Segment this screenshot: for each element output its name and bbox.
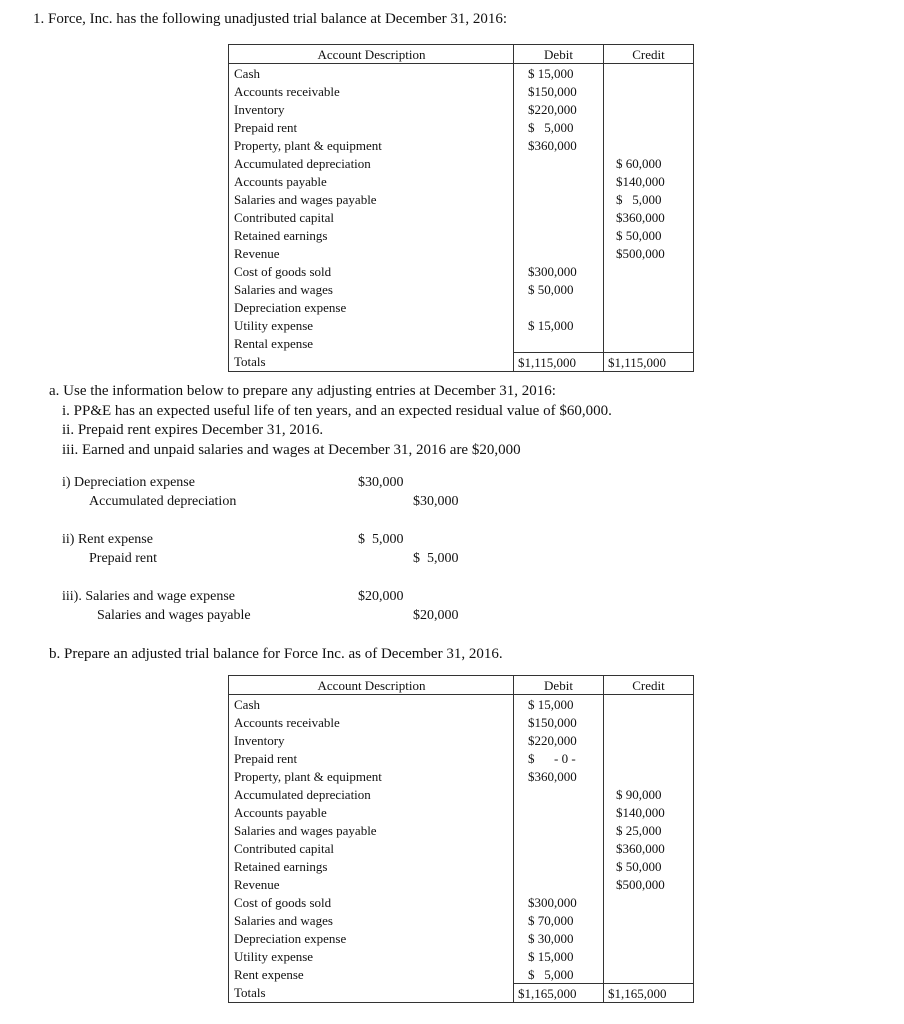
debit-cell	[514, 82, 604, 100]
totals-debit-amount: $1,165,000	[518, 985, 577, 1001]
debit-cell	[514, 316, 604, 334]
account-name: Cash	[229, 64, 514, 83]
credit-cell	[604, 857, 694, 875]
table-row	[229, 136, 694, 154]
account-name: Contributed capital	[229, 839, 514, 857]
account-name: Inventory	[229, 100, 514, 118]
table-row	[229, 821, 694, 839]
debit-cell	[514, 172, 604, 190]
account-name: Depreciation expense	[229, 929, 514, 947]
part-a-item-2: ii. Prepaid rent expires December 31, 2016.	[62, 422, 324, 438]
entry-3-credit-account: Salaries and wages payable	[97, 608, 251, 623]
credit-cell	[604, 767, 694, 785]
entry-1-debit-amount: $30,000	[358, 475, 404, 490]
totals-credit	[604, 353, 694, 372]
debit-cell	[514, 893, 604, 911]
totals-credit	[604, 984, 694, 1003]
debit-amount: $ - 0 -	[528, 750, 576, 766]
account-name: Depreciation expense	[229, 298, 514, 316]
debit-amount: $ 15,000	[528, 696, 574, 712]
credit-cell	[604, 64, 694, 83]
debit-cell	[514, 803, 604, 821]
account-name: Salaries and wages payable	[229, 190, 514, 208]
credit-cell	[604, 316, 694, 334]
credit-amount: $ 90,000	[616, 786, 662, 802]
account-name: Contributed capital	[229, 208, 514, 226]
credit-cell	[604, 713, 694, 731]
entry-1-credit-amount: $30,000	[413, 494, 459, 509]
debit-cell	[514, 154, 604, 172]
header-debit: Debit	[514, 676, 604, 695]
account-name: Cash	[229, 695, 514, 714]
entry-2-credit-account: Prepaid rent	[89, 551, 158, 566]
table-row	[229, 803, 694, 821]
table-row	[229, 947, 694, 965]
totals-label: Totals	[229, 353, 514, 372]
table-row	[229, 875, 694, 893]
credit-cell	[604, 947, 694, 965]
account-name: Cost of goods sold	[229, 893, 514, 911]
table-row	[229, 929, 694, 947]
debit-cell	[514, 857, 604, 875]
table-row	[229, 64, 694, 83]
debit-cell	[514, 334, 604, 353]
account-name: Salaries and wages	[229, 911, 514, 929]
credit-cell	[604, 875, 694, 893]
totals-row	[229, 984, 694, 1003]
part-a-prompt: a. Use the information below to prepare any adjusting entries at December 31, 2016:	[49, 383, 556, 399]
adjusted-trial-balance	[228, 675, 694, 1003]
account-name: Cost of goods sold	[229, 262, 514, 280]
credit-cell	[604, 100, 694, 118]
credit-cell	[604, 118, 694, 136]
table-row	[229, 316, 694, 334]
totals-debit-amount: $1,115,000	[518, 354, 577, 370]
credit-cell	[604, 298, 694, 316]
debit-amount: $360,000	[528, 137, 577, 153]
debit-amount: $ 30,000	[528, 930, 574, 946]
header-account-description: Account Description	[229, 45, 514, 64]
table-row	[229, 695, 694, 714]
table-row	[229, 226, 694, 244]
account-name: Retained earnings	[229, 226, 514, 244]
account-name: Revenue	[229, 875, 514, 893]
credit-cell	[604, 785, 694, 803]
table-row	[229, 118, 694, 136]
header-account-description: Account Description	[229, 676, 514, 695]
account-name: Salaries and wages	[229, 280, 514, 298]
debit-amount: $ 5,000	[528, 966, 574, 982]
account-name: Utility expense	[229, 316, 514, 334]
credit-cell	[604, 749, 694, 767]
table-row	[229, 334, 694, 353]
debit-cell	[514, 965, 604, 984]
account-name: Revenue	[229, 244, 514, 262]
totals-debit	[514, 984, 604, 1003]
credit-cell	[604, 965, 694, 984]
credit-cell	[604, 803, 694, 821]
table-row	[229, 857, 694, 875]
account-name: Accounts receivable	[229, 82, 514, 100]
account-name: Property, plant & equipment	[229, 767, 514, 785]
part-a-item-1: i. PP&E has an expected useful life of ten years, and an expected residual value of $60,000.	[62, 403, 612, 419]
debit-cell	[514, 749, 604, 767]
totals-credit-amount: $1,115,000	[608, 354, 667, 370]
entry-3-credit-amount: $20,000	[413, 608, 459, 623]
credit-amount: $ 50,000	[616, 858, 662, 874]
part-b-prompt: b. Prepare an adjusted trial balance for Force Inc. as of December 31, 2016.	[49, 646, 503, 662]
account-name: Salaries and wages payable	[229, 821, 514, 839]
debit-cell	[514, 64, 604, 83]
debit-amount: $ 50,000	[528, 281, 574, 297]
debit-cell	[514, 947, 604, 965]
header-credit: Credit	[604, 45, 694, 64]
debit-cell	[514, 911, 604, 929]
debit-amount: $ 70,000	[528, 912, 574, 928]
table-row	[229, 893, 694, 911]
credit-cell	[604, 839, 694, 857]
account-name: Rental expense	[229, 334, 514, 353]
debit-amount: $ 15,000	[528, 65, 574, 81]
account-name: Prepaid rent	[229, 118, 514, 136]
entry-1-debit-account: i) Depreciation expense	[62, 475, 195, 490]
entry-3-debit-amount: $20,000	[358, 589, 404, 604]
credit-cell	[604, 911, 694, 929]
credit-amount: $500,000	[616, 876, 665, 892]
debit-amount: $220,000	[528, 732, 577, 748]
credit-amount: $ 50,000	[616, 227, 662, 243]
debit-cell	[514, 244, 604, 262]
table-row	[229, 965, 694, 984]
debit-cell	[514, 713, 604, 731]
totals-row	[229, 353, 694, 372]
account-name: Utility expense	[229, 947, 514, 965]
question-title: 1. Force, Inc. has the following unadjusted trial balance at December 31, 2016:	[33, 11, 508, 27]
debit-amount: $150,000	[528, 83, 577, 99]
table-row	[229, 749, 694, 767]
debit-amount: $ 15,000	[528, 317, 574, 333]
debit-amount: $300,000	[528, 894, 577, 910]
account-name: Accumulated depreciation	[229, 785, 514, 803]
debit-cell	[514, 280, 604, 298]
account-name: Prepaid rent	[229, 749, 514, 767]
header-credit: Credit	[604, 676, 694, 695]
credit-cell	[604, 731, 694, 749]
credit-amount: $ 25,000	[616, 822, 662, 838]
debit-cell	[514, 695, 604, 714]
table-row	[229, 298, 694, 316]
credit-cell	[604, 82, 694, 100]
credit-amount: $360,000	[616, 840, 665, 856]
debit-cell	[514, 929, 604, 947]
table-header-row	[229, 45, 694, 64]
credit-cell	[604, 929, 694, 947]
credit-amount: $140,000	[616, 804, 665, 820]
debit-cell	[514, 767, 604, 785]
credit-cell	[604, 695, 694, 714]
entry-2-debit-account: ii) Rent expense	[62, 532, 153, 547]
credit-cell	[604, 136, 694, 154]
account-name: Inventory	[229, 731, 514, 749]
table-row	[229, 280, 694, 298]
credit-cell	[604, 262, 694, 280]
credit-cell	[604, 154, 694, 172]
table-row	[229, 190, 694, 208]
entry-2-debit-amount: $ 5,000	[358, 532, 404, 547]
credit-cell	[604, 334, 694, 353]
table-row	[229, 839, 694, 857]
credit-cell	[604, 172, 694, 190]
debit-cell	[514, 118, 604, 136]
table-row	[229, 262, 694, 280]
debit-cell	[514, 190, 604, 208]
table-row	[229, 172, 694, 190]
table-row	[229, 82, 694, 100]
account-name: Rent expense	[229, 965, 514, 984]
debit-cell	[514, 875, 604, 893]
credit-cell	[604, 280, 694, 298]
table-row	[229, 713, 694, 731]
account-name: Accounts payable	[229, 172, 514, 190]
table-row	[229, 154, 694, 172]
debit-amount: $220,000	[528, 101, 577, 117]
entry-1-credit-account: Accumulated depreciation	[89, 494, 237, 509]
debit-cell	[514, 785, 604, 803]
table-header-row	[229, 676, 694, 695]
debit-cell	[514, 298, 604, 316]
debit-cell	[514, 839, 604, 857]
account-name: Retained earnings	[229, 857, 514, 875]
debit-amount: $360,000	[528, 768, 577, 784]
table-row	[229, 100, 694, 118]
table-row	[229, 767, 694, 785]
totals-debit	[514, 353, 604, 372]
credit-cell	[604, 190, 694, 208]
credit-cell	[604, 821, 694, 839]
account-name: Accounts payable	[229, 803, 514, 821]
table-row	[229, 208, 694, 226]
debit-amount: $ 5,000	[528, 119, 574, 135]
account-name: Property, plant & equipment	[229, 136, 514, 154]
table-row	[229, 911, 694, 929]
debit-cell	[514, 208, 604, 226]
account-name: Accounts receivable	[229, 713, 514, 731]
debit-cell	[514, 136, 604, 154]
table-row	[229, 731, 694, 749]
table-row	[229, 244, 694, 262]
credit-cell	[604, 244, 694, 262]
table-row	[229, 785, 694, 803]
debit-cell	[514, 262, 604, 280]
part-a-item-3: iii. Earned and unpaid salaries and wages at December 31, 2016 are $20,000	[62, 442, 521, 458]
header-debit: Debit	[514, 45, 604, 64]
debit-cell	[514, 226, 604, 244]
entry-3-debit-account: iii). Salaries and wage expense	[62, 589, 235, 604]
credit-amount: $ 5,000	[616, 191, 662, 207]
credit-cell	[604, 893, 694, 911]
account-name: Accumulated depreciation	[229, 154, 514, 172]
debit-cell	[514, 731, 604, 749]
unadjusted-trial-balance	[228, 44, 694, 372]
credit-amount: $140,000	[616, 173, 665, 189]
totals-label: Totals	[229, 984, 514, 1003]
credit-amount: $360,000	[616, 209, 665, 225]
credit-cell	[604, 226, 694, 244]
debit-amount: $ 15,000	[528, 948, 574, 964]
entry-2-credit-amount: $ 5,000	[413, 551, 459, 566]
credit-amount: $500,000	[616, 245, 665, 261]
debit-cell	[514, 821, 604, 839]
debit-amount: $300,000	[528, 263, 577, 279]
debit-cell	[514, 100, 604, 118]
debit-amount: $150,000	[528, 714, 577, 730]
credit-amount: $ 60,000	[616, 155, 662, 171]
totals-credit-amount: $1,165,000	[608, 985, 667, 1001]
credit-cell	[604, 208, 694, 226]
